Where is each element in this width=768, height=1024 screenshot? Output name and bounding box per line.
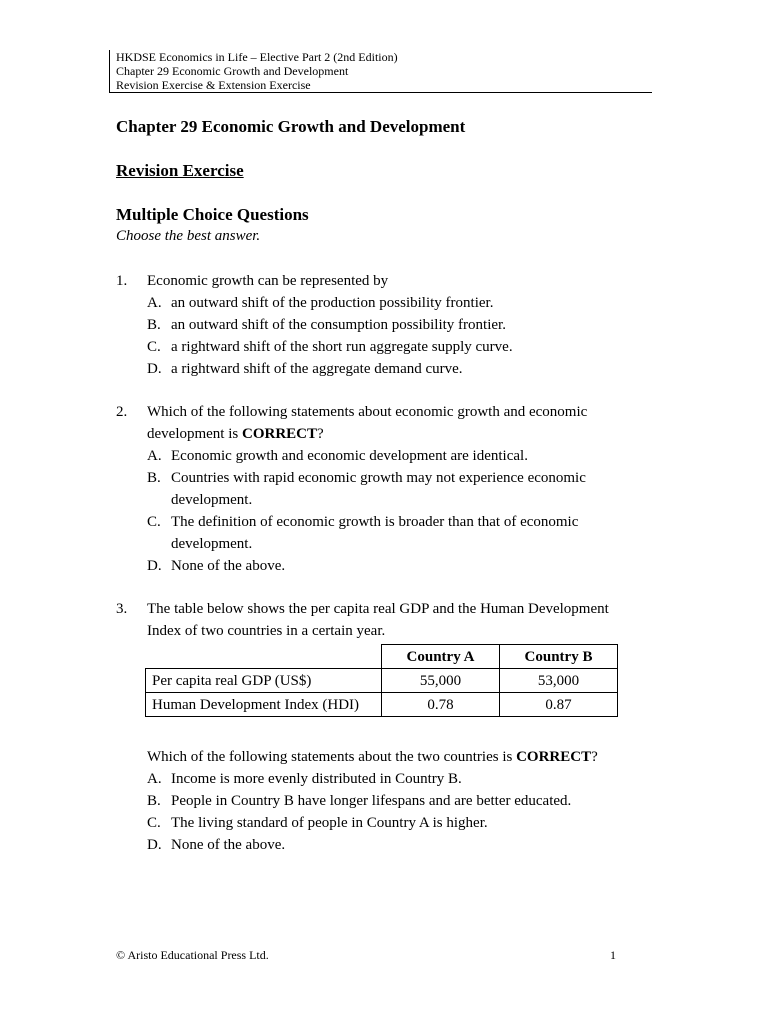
- header-line-section: Revision Exercise & Extension Exercise: [116, 78, 311, 92]
- header-line-book: HKDSE Economics in Life – Elective Part 2 (2nd Edition): [116, 50, 398, 64]
- gdp-hdi-table: [145, 644, 618, 717]
- question-number: 1.: [116, 273, 128, 289]
- header-country-a: Country A: [382, 645, 500, 669]
- instruction-text: Choose the best answer.: [116, 228, 261, 244]
- table-header-row: [146, 645, 618, 669]
- option-d: D. None of the above.: [147, 558, 286, 574]
- option-a: A. Income is more evenly distributed in Country B.: [147, 771, 462, 787]
- option-b: B. Countries with rapid economic growth may not experience economic development.: [147, 470, 586, 508]
- question-stem: Which of the following statements about economic growth and economic development is CORRECT?: [147, 404, 588, 442]
- table-row: [146, 669, 618, 693]
- option-c: C. The definition of economic growth is broader than that of economic development.: [147, 514, 579, 552]
- option-c: C. The living standard of people in Country A is higher.: [147, 815, 488, 831]
- question-2: [116, 401, 636, 577]
- option-b: B. an outward shift of the consumption possibility frontier.: [147, 317, 506, 333]
- header-country-b: Country B: [500, 645, 618, 669]
- option-a: A. Economic growth and economic development are identical.: [147, 448, 528, 464]
- cell-country-a: 0.78: [382, 693, 500, 717]
- section-title: Revision Exercise: [116, 161, 244, 180]
- question-number: 2.: [116, 404, 128, 420]
- option-b: B. People in Country B have longer lifespans and are better educated.: [147, 793, 572, 809]
- question-1: [116, 270, 636, 380]
- chapter-title: Chapter 29 Economic Growth and Development: [116, 117, 466, 136]
- cell-country-b: 0.87: [500, 693, 618, 717]
- row-label: Human Development Index (HDI): [146, 693, 382, 717]
- table-row: [146, 693, 618, 717]
- cell-country-a: 55,000: [382, 669, 500, 693]
- question-3: [116, 598, 636, 856]
- row-label: Per capita real GDP (US$): [146, 669, 382, 693]
- question-stem-second: Which of the following statements about the two countries is CORRECT?: [147, 749, 598, 765]
- option-a: A. an outward shift of the production possibility frontier.: [147, 295, 494, 311]
- option-c: C. a rightward shift of the short run aggregate supply curve.: [147, 339, 513, 355]
- option-d: D. a rightward shift of the aggregate demand curve.: [147, 361, 463, 377]
- header-line-chapter: Chapter 29 Economic Growth and Development: [116, 64, 349, 78]
- running-header: [109, 50, 652, 93]
- page-number: 1: [610, 948, 616, 962]
- question-stem: Economic growth can be represented by: [147, 273, 389, 289]
- question-stem: The table below shows the per capita real GDP and the Human Development Index of two countries in a certain year.: [147, 601, 609, 639]
- copyright-notice: © Aristo Educational Press Ltd.: [116, 948, 269, 962]
- subsection-title: Multiple Choice Questions: [116, 205, 309, 224]
- cell-country-b: 53,000: [500, 669, 618, 693]
- option-d: D. None of the above.: [147, 837, 286, 853]
- question-number: 3.: [116, 601, 128, 617]
